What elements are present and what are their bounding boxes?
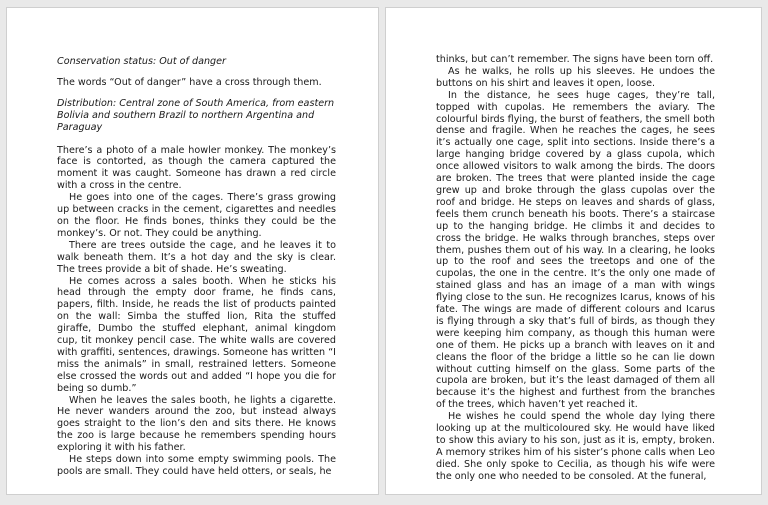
paragraph: There are trees outside the cage, and he leaves it to walk beneath them. It’s a hot day and the sky is clear. The trees provide a bit of shade. He’s sweating. — [57, 239, 336, 275]
paragraph: In the distance, he sees huge cages, they’re tall, topped with cupolas. He remembers the aviary. The colourful birds flying, the burst of feathers, the smell both dense and fragile. When he reaches the cages, he sees it’s actually one cage, split into sections. Inside there’s a large hanging bridge covered by a glass cupola, which once allowed visitors to walk among the birds. The doors are broken. The trees that were planted inside the cage grew up and broke through the glass cupolas over the roof and bridge. He steps on leaves and shards of glass, feels them crunch beneath his boots. There’s a staircase up to the hanging bridge. He climbs it and decides to cross the bridge. He walks through branches, steps over them, pushes them out of his way. In a clearing, he looks up to the roof and sees the treetops and one of the cupolas, the one in the centre. It’s the only one made of stained glass and has an image of a man with wings flying close to the sun. He recognizes Icarus, knows of his fate. The wings are made of different colours and Icarus is flying through a sky that’s full of birds, as though they were keeping him company, as though this human were one of them. He picks up a branch with leaves on it and cleans the floor of the bridge a little so he can lie down without cutting himself on the glass. Some parts of the cupola are broken, but it’s the least damaged of them all because it’s the highest and furthest from the branches of the trees, which haven’t yet reached it. — [436, 89, 715, 411]
continued-line: thinks, but can’t remember. The signs have been torn off. — [436, 54, 714, 65]
page-right-text — [436, 54, 715, 483]
distribution: Distribution: Central zone of South America, from eastern Bolivia and southern Brazil to northern Argentina and Paraguay — [57, 97, 335, 133]
document-page-right — [385, 7, 762, 495]
paragraph: He comes across a sales booth. When he sticks his head through the empty door frame, he finds cans, papers, filth. Inside, he reads the list of products painted on the wall: Simba the stuffed lion, Rita the stuffed giraffe, Dumbo the stuffed elephant, animal kingdom cup, tit monkey pencil case. The white walls are covered with graffiti, sentences, drawings. Someone has written “I miss the animals” in small, restrained letters. Someone else crossed the words out and added “I hope you die for being so dumb.” — [57, 275, 336, 394]
paragraph: As he walks, he rolls up his sleeves. He undoes the buttons on his shirt and leaves it open, loose. — [436, 65, 715, 89]
paragraph: He goes into one of the cages. There’s grass growing up between cracks in the cement, cigarettes and needles on the floor. He finds bones, thinks they could be the monkey’s. Or not. They could be anything. — [57, 192, 336, 239]
document-page-left — [6, 7, 379, 495]
page-left-text — [57, 56, 336, 478]
paragraph: He steps down into some empty swimming pools. The pools are small. They could have held otters, or seals, he — [57, 454, 336, 477]
conservation-status: Conservation status: Out of danger — [57, 56, 226, 67]
paragraph: When he leaves the sales booth, he lights a cigarette. He never wanders around the zoo, but instead always goes straight to the lion’s den and sits there. He knows the zoo is large because he remembers spending hours exploring it with his father. — [57, 394, 336, 454]
cross-note: The words “Out of danger” have a cross through them. — [57, 76, 322, 88]
paragraph: He wishes he could spend the whole day lying there looking up at the multicoloured sky. He would have liked to show this aviary to his son, just as it is, empty, broken. A memory strikes him of his sister’s phone calls when Leo died. She only spoke to Cecilia, as though his wife were the only one who needed to be consoled. At the funeral, — [436, 411, 715, 482]
paragraph: There’s a photo of a male howler monkey. The monkey’s face is contorted, as though the camera captured the moment it was caught. Someone has drawn a red circle with a cross in the centre. — [57, 144, 336, 192]
